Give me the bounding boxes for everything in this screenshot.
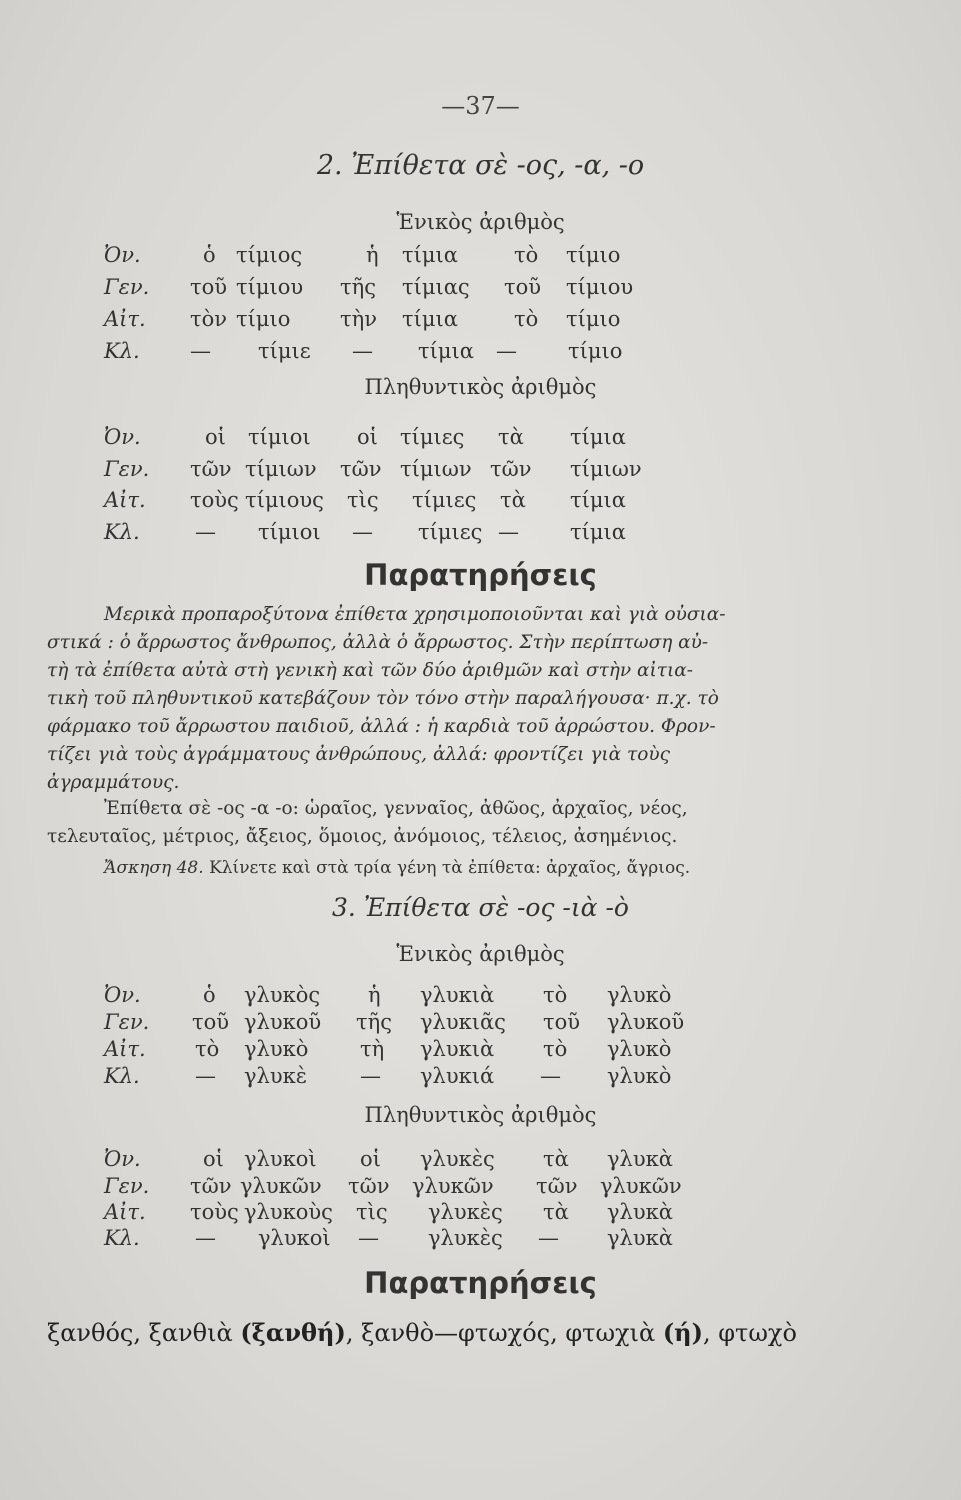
article: τὰ bbox=[543, 1147, 569, 1171]
case-label: Γεν. bbox=[104, 1174, 150, 1198]
form: γλυκὲς bbox=[428, 1226, 503, 1250]
case-label: Αἰτ. bbox=[104, 1200, 146, 1224]
article: τῶν bbox=[348, 1174, 390, 1198]
form: τίμιων bbox=[570, 457, 642, 481]
section-3-title: 3. Ἐπίθετα σὲ -ος -ιὰ -ὸ bbox=[332, 893, 629, 922]
table-row bbox=[0, 339, 961, 369]
form: γλυκὲς bbox=[420, 1147, 495, 1171]
case-label: Ὀν. bbox=[104, 983, 141, 1007]
article: τῶν bbox=[190, 1174, 232, 1198]
article: — bbox=[360, 1064, 381, 1088]
singular-heading-2: Ἑνικὸς ἀριθμὸς bbox=[396, 210, 565, 234]
form: γλυκοῦ bbox=[244, 1010, 322, 1034]
article: — bbox=[190, 339, 211, 363]
article: τὸ bbox=[195, 1037, 220, 1061]
article: τοῦ bbox=[504, 275, 542, 299]
plural-heading-3: Πληθυντικὸς ἀριθμὸς bbox=[364, 1103, 597, 1127]
form: τίμιο bbox=[566, 243, 621, 267]
article: — bbox=[540, 1064, 561, 1088]
form: τίμιους bbox=[245, 488, 324, 512]
form: γλυκοὶ bbox=[258, 1226, 331, 1250]
observations-heading-3: Παρατηρήσεις bbox=[364, 1266, 597, 1300]
form: τίμιε bbox=[258, 339, 311, 363]
table-row bbox=[0, 425, 961, 455]
form: γλυκῶν bbox=[412, 1174, 494, 1198]
table-row bbox=[0, 243, 961, 273]
form: γλυκοὶ bbox=[244, 1147, 317, 1171]
article: ὁ bbox=[203, 983, 216, 1007]
article: — bbox=[498, 520, 519, 544]
plural-heading-2: Πληθυντικὸς ἀριθμὸς bbox=[364, 375, 597, 399]
table-row bbox=[0, 983, 961, 1013]
section-2-title: 2. Ἐπίθετα σὲ -ος, -α, -ο bbox=[316, 150, 645, 181]
form: γλυκὸ bbox=[607, 983, 672, 1007]
table-row bbox=[0, 1064, 961, 1094]
bold-text: (ή) bbox=[662, 1318, 703, 1347]
table-row bbox=[0, 457, 961, 487]
form: γλυκὸ bbox=[607, 1037, 672, 1061]
form: γλυκιὰ bbox=[420, 1037, 495, 1061]
case-label: Ὀν. bbox=[104, 1147, 141, 1171]
form: γλυκὰ bbox=[607, 1147, 673, 1171]
singular-heading-3: Ἑνικὸς ἀριθμὸς bbox=[396, 942, 565, 966]
obs-line: στικά : ὁ ἄρρωστος ἄνθρωπος, ἀλλὰ ὁ ἄρρωστος. Στὴν περίπτωση αὐ- bbox=[47, 632, 709, 653]
form: γλυκιά bbox=[420, 1064, 495, 1088]
article: οἱ bbox=[205, 425, 226, 449]
form: τίμιοι bbox=[258, 520, 321, 544]
text: ξανθός, ξανθιὰ bbox=[47, 1319, 241, 1347]
article: οἱ bbox=[203, 1147, 224, 1171]
article: τῆς bbox=[356, 1010, 392, 1034]
article: ἡ bbox=[366, 243, 379, 267]
obs-line: Μερικὰ προπαροξύτονα ἐπίθετα χρησιμοποιοῦνται καὶ γιὰ οὐσια- bbox=[104, 604, 726, 625]
article: — bbox=[358, 1226, 379, 1250]
case-label: Γεν. bbox=[104, 457, 150, 481]
form: γλυκὰ bbox=[607, 1200, 673, 1224]
form: τίμιας bbox=[402, 275, 470, 299]
case-label: Κλ. bbox=[104, 1226, 140, 1250]
exercise bbox=[104, 858, 690, 878]
obs-line: τικὴ τοῦ πληθυντικοῦ κατεβάζουν τὸν τόνο στὴν παραλήγουσα· π.χ. τὸ bbox=[47, 688, 719, 709]
article: τοὺς bbox=[190, 1200, 239, 1224]
article: τῶν bbox=[190, 457, 232, 481]
article: — bbox=[195, 1226, 216, 1250]
form: γλυκὰ bbox=[607, 1226, 673, 1250]
form: γλυκὲ bbox=[244, 1064, 308, 1088]
form: γλυκὸ bbox=[244, 1037, 309, 1061]
article: — bbox=[352, 520, 373, 544]
case-label: Αἰτ. bbox=[104, 1037, 146, 1061]
article: τὶς bbox=[356, 1200, 388, 1224]
form: τίμιοι bbox=[248, 425, 311, 449]
article: τὸν bbox=[190, 307, 228, 331]
article: τοὺς bbox=[190, 488, 239, 512]
final-examples-line bbox=[47, 1318, 797, 1347]
form: γλυκιᾶς bbox=[420, 1010, 506, 1034]
article: τὰ bbox=[500, 488, 526, 512]
article: οἱ bbox=[360, 1147, 381, 1171]
form: γλυκὸ bbox=[607, 1064, 672, 1088]
form: γλυκοῦ bbox=[607, 1010, 685, 1034]
form: τίμιες bbox=[418, 520, 483, 544]
article: τὶς bbox=[347, 488, 379, 512]
form: τίμια bbox=[402, 307, 458, 331]
form: γλυκιὰ bbox=[420, 983, 495, 1007]
article: τὸ bbox=[543, 1037, 568, 1061]
exercise-text: Κλίνετε καὶ στὰ τρία γένη τὰ ἐπίθετα: ἀρχαῖος, ἄγριος. bbox=[209, 858, 691, 878]
obs-line: τίζει γιὰ τοὺς ἀγράμματους ἀνθρώπους, ἀλλά: φροντίζει γιὰ τοὺς bbox=[47, 744, 670, 765]
form: τίμιος bbox=[236, 243, 303, 267]
article: — bbox=[538, 1226, 559, 1250]
bold-text: (ξανθή) bbox=[240, 1318, 346, 1347]
form: τίμιες bbox=[412, 488, 477, 512]
article: ἡ bbox=[368, 983, 381, 1007]
obs-line: φάρμακο τοῦ ἄρρωστου παιδιοῦ, ἀλλά : ἡ καρδιὰ τοῦ ἀρρώστου. Φρον- bbox=[47, 716, 716, 737]
form: τίμιο bbox=[236, 307, 291, 331]
article: τὰ bbox=[498, 425, 524, 449]
form: τίμια bbox=[402, 243, 458, 267]
table-row bbox=[0, 1226, 961, 1256]
table-row bbox=[0, 520, 961, 550]
article: — bbox=[352, 339, 373, 363]
article: οἱ bbox=[357, 425, 378, 449]
case-label: Κλ. bbox=[104, 339, 140, 363]
page-number: —37— bbox=[441, 92, 520, 120]
form: τίμιες bbox=[400, 425, 465, 449]
form: τίμιου bbox=[566, 275, 634, 299]
article: τοῦ bbox=[190, 275, 228, 299]
exercise-label: Ἄσκηση 48. bbox=[104, 858, 204, 878]
text: , φτωχὸ bbox=[702, 1319, 797, 1347]
article: τὰ bbox=[543, 1200, 569, 1224]
form: τίμιων bbox=[245, 457, 317, 481]
form: τίμια bbox=[418, 339, 474, 363]
form: τίμια bbox=[570, 425, 626, 449]
form: γλυκὸς bbox=[244, 983, 321, 1007]
article: ὁ bbox=[203, 243, 216, 267]
case-label: Κλ. bbox=[104, 1064, 140, 1088]
form: τίμιων bbox=[400, 457, 472, 481]
article: τοῦ bbox=[192, 1010, 230, 1034]
examples-line-2: τελευταῖος, μέτριος, ἄξειος, ὅμοιος, ἀνόμοιος, τέλειος, ἀσημένιος. bbox=[47, 826, 678, 847]
article: τῆς bbox=[340, 275, 376, 299]
form: γλυκῶν bbox=[240, 1174, 322, 1198]
case-label: Ὀν. bbox=[104, 425, 141, 449]
form: τίμιο bbox=[566, 307, 621, 331]
article: τοῦ bbox=[543, 1010, 581, 1034]
form: γλυκῶν bbox=[600, 1174, 682, 1198]
examples-line-1: Ἐπίθετα σὲ -ος -α -ο: ὡραῖος, γενναῖος, ἀθῶος, ἀρχαῖος, νέος, bbox=[104, 798, 688, 819]
table-row bbox=[0, 307, 961, 337]
table-row bbox=[0, 488, 961, 518]
article: — bbox=[195, 1064, 216, 1088]
article: τὸ bbox=[514, 243, 539, 267]
form: τίμιου bbox=[236, 275, 304, 299]
table-row bbox=[0, 275, 961, 305]
table-row bbox=[0, 1037, 961, 1067]
case-label: Αἰτ. bbox=[104, 488, 146, 512]
table-row bbox=[0, 1010, 961, 1040]
form: τίμια bbox=[570, 520, 626, 544]
obs-line: ἀγραμμάτους. bbox=[47, 772, 180, 793]
article: τῶν bbox=[490, 457, 532, 481]
article: τῶν bbox=[536, 1174, 578, 1198]
form: γλυκοὺς bbox=[244, 1200, 333, 1224]
article: — bbox=[496, 339, 517, 363]
form: γλυκὲς bbox=[428, 1200, 503, 1224]
article: τὸ bbox=[514, 307, 539, 331]
form: τίμιο bbox=[568, 339, 623, 363]
case-label: Ὀν. bbox=[104, 243, 141, 267]
case-label: Κλ. bbox=[104, 520, 140, 544]
article: — bbox=[195, 520, 216, 544]
case-label: Αἰτ. bbox=[104, 307, 146, 331]
article: τῶν bbox=[340, 457, 382, 481]
article: τὴν bbox=[340, 307, 377, 331]
form: τίμια bbox=[570, 488, 626, 512]
observations-heading-2: Παρατηρήσεις bbox=[364, 558, 597, 592]
case-label: Γεν. bbox=[104, 1010, 150, 1034]
case-label: Γεν. bbox=[104, 275, 150, 299]
obs-line: τὴ τὰ ἐπίθετα αὐτὰ στὴ γενικὴ καὶ τῶν δύο ἀριθμῶν καὶ στὴν αἰτια- bbox=[47, 660, 693, 681]
text: , ξανθὸ—φτωχός, φτωχιὰ bbox=[345, 1319, 663, 1347]
article: τὸ bbox=[543, 983, 568, 1007]
article: τὴ bbox=[360, 1037, 385, 1061]
table-row bbox=[0, 1147, 961, 1177]
